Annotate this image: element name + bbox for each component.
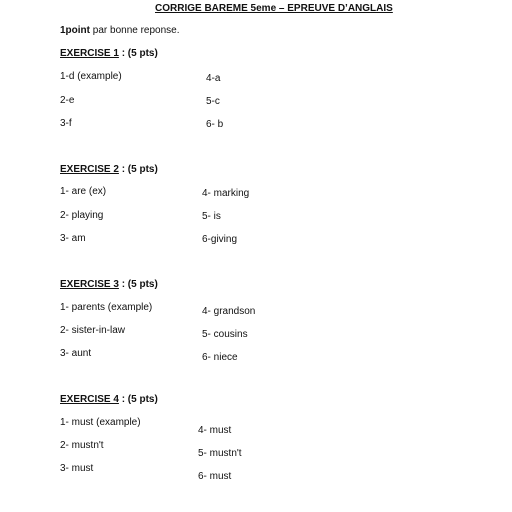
exercise-1-heading [60, 48, 158, 60]
exercise-2-points: : (5 pts) [118, 164, 158, 175]
exercise-2-heading [60, 164, 158, 176]
answer-3-6: 6- niece [202, 352, 238, 363]
answer-1-4: 4-a [206, 73, 221, 84]
answer-1-2: 2-e [60, 95, 75, 106]
exercise-3-heading [60, 279, 158, 291]
scoring-points: 1point [60, 25, 90, 36]
answer-1-1: 1-d (example) [60, 71, 122, 82]
answer-4-3: 3- must [60, 463, 94, 474]
exercise-1-title: EXERCISE 1 [60, 48, 119, 59]
answer-1-5: 5-c [206, 96, 220, 107]
answer-2-2: 2- playing [60, 210, 104, 221]
exercise-2-title: EXERCISE 2 [60, 164, 119, 175]
answer-4-4: 4- must [198, 425, 232, 436]
answer-3-2: 2- sister-in-law [60, 325, 126, 336]
scoring-note [60, 25, 180, 37]
page-title: CORRIGE BAREME 5eme – EPREUVE D’ANGLAIS [155, 3, 393, 14]
answer-1-6: 6- b [206, 119, 224, 130]
exercise-3-title: EXERCISE 3 [60, 279, 119, 290]
scoring-text: par bonne reponse. [90, 25, 180, 36]
exercise-3-points: : (5 pts) [118, 279, 158, 290]
answer-2-3: 3- am [60, 233, 86, 244]
exercise-1-points: : (5 pts) [118, 48, 158, 59]
answer-4-5: 5- mustn't [198, 448, 242, 459]
answer-2-4: 4- marking [202, 188, 250, 199]
exercise-4-title: EXERCISE 4 [60, 394, 119, 405]
answer-4-1: 1- must (example) [60, 417, 141, 428]
answer-3-1: 1- parents (example) [60, 302, 153, 313]
answer-2-5: 5- is [202, 211, 221, 222]
answer-2-1: 1- are (ex) [60, 186, 107, 197]
answer-3-4: 4- grandson [202, 306, 256, 317]
answer-1-3: 3-f [60, 118, 72, 129]
answer-3-3: 3- aunt [60, 348, 92, 359]
answer-3-5: 5- cousins [202, 329, 248, 340]
answer-4-6: 6- must [198, 471, 232, 482]
exercise-4-points: : (5 pts) [118, 394, 158, 405]
answer-2-6: 6-giving [202, 234, 238, 245]
exercise-4-heading [60, 394, 158, 406]
answer-4-2: 2- mustn't [60, 440, 104, 451]
